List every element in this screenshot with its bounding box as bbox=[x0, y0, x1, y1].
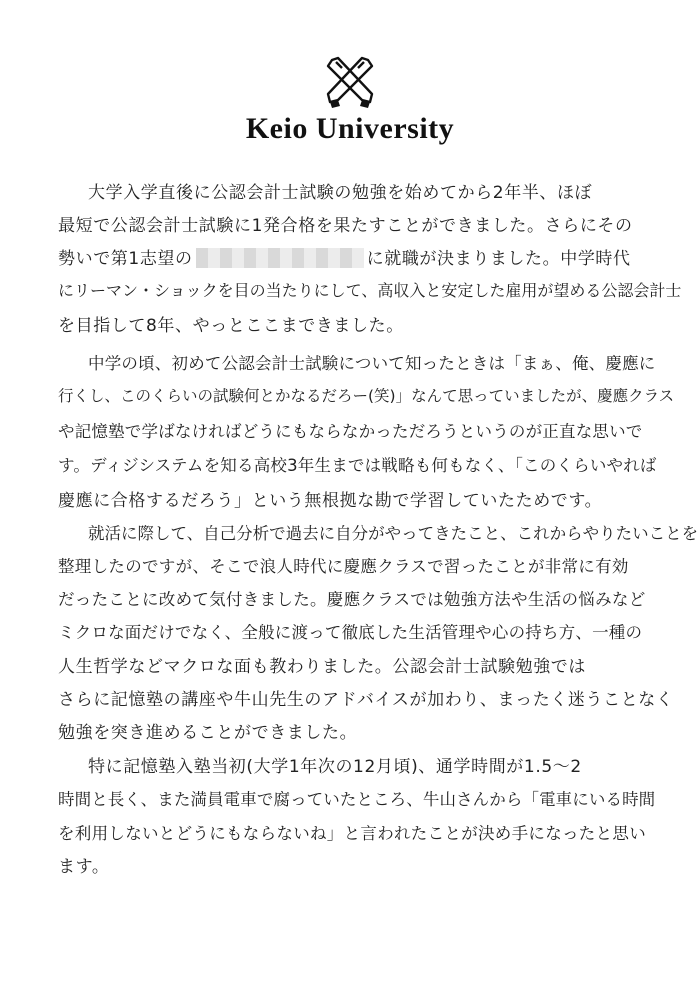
essay-line: 勉強を突き進めることができました。 bbox=[58, 723, 358, 743]
essay-line: 時間と長く、また満員電車で腐っていたところ、牛山さんから「電車にいる時間 bbox=[58, 790, 656, 809]
essay-line: や記憶塾で学ばなければどうにもならなかっただろうというのが正直な思いで bbox=[58, 422, 643, 441]
essay-line: さらに記憶塾の講座や牛山先生のアドバイスが加わり、まったく迷うことなく bbox=[58, 690, 674, 710]
essay-line: を目指して8年、やっとここまできました。 bbox=[58, 316, 404, 336]
essay-line: 特に記憶塾入塾当初(大学1年次の12月頃)、通学時間が1.5〜2 bbox=[88, 757, 582, 777]
essay-fragment: 勢いで第1志望の bbox=[58, 249, 193, 269]
essay-line: にリーマン・ショックを目の当たりにして、高収入と安定した雇用が望める公認会計士 bbox=[58, 281, 682, 300]
essay-line: 中学の頃、初めて公認会計士試験について知ったときは「まぁ、俺、慶應に bbox=[88, 354, 656, 373]
essay-line: 大学入学直後に公認会計士試験の勉強を始めてから2年半、ほぼ bbox=[88, 183, 593, 203]
redacted-company-name bbox=[196, 248, 364, 268]
essay-line: す。ディジシステムを知る高校3年生までは戦略も何もなく、「このくらいやれば bbox=[58, 456, 657, 475]
essay-line: 就活に際して、自己分析で過去に自分がやってきたこと、これからやりたいことを bbox=[88, 524, 699, 543]
essay-line bbox=[58, 244, 631, 269]
essay-line: 整理したのですが、そこで浪人時代に慶應クラスで習ったことが非常に有効 bbox=[58, 557, 629, 576]
essay-line: ミクロな面だけでなく、全般に渡って徹底した生活管理や心の持ち方、一種の bbox=[58, 623, 643, 642]
essay-line: 最短で公認会計士試験に1発合格を果たすことができました。さらにその bbox=[58, 216, 633, 236]
essay-fragment: に就職が決まりました。中学時代 bbox=[366, 249, 631, 269]
essay-line: ます。 bbox=[58, 857, 110, 877]
essay-line: を利用しないとどうにもならないね」と言われたことが決め手になったと思い bbox=[58, 824, 646, 843]
essay-line: だったことに改めて気付きました。慶應クラスでは勉強方法や生活の悩みなど bbox=[58, 590, 646, 609]
essay-line: 行くし、このくらいの試験何とかなるだろー(笑)」なんて思っていましたが、慶應クラス bbox=[58, 387, 675, 405]
essay-line: 人生哲学などマクロな面も教わりました。公認会計士試験勉強では bbox=[58, 657, 586, 677]
university-title: Keio University bbox=[245, 112, 455, 145]
essay-line: 慶應に合格するだろう」という無根拠な勘で学習していたためです。 bbox=[58, 491, 603, 511]
